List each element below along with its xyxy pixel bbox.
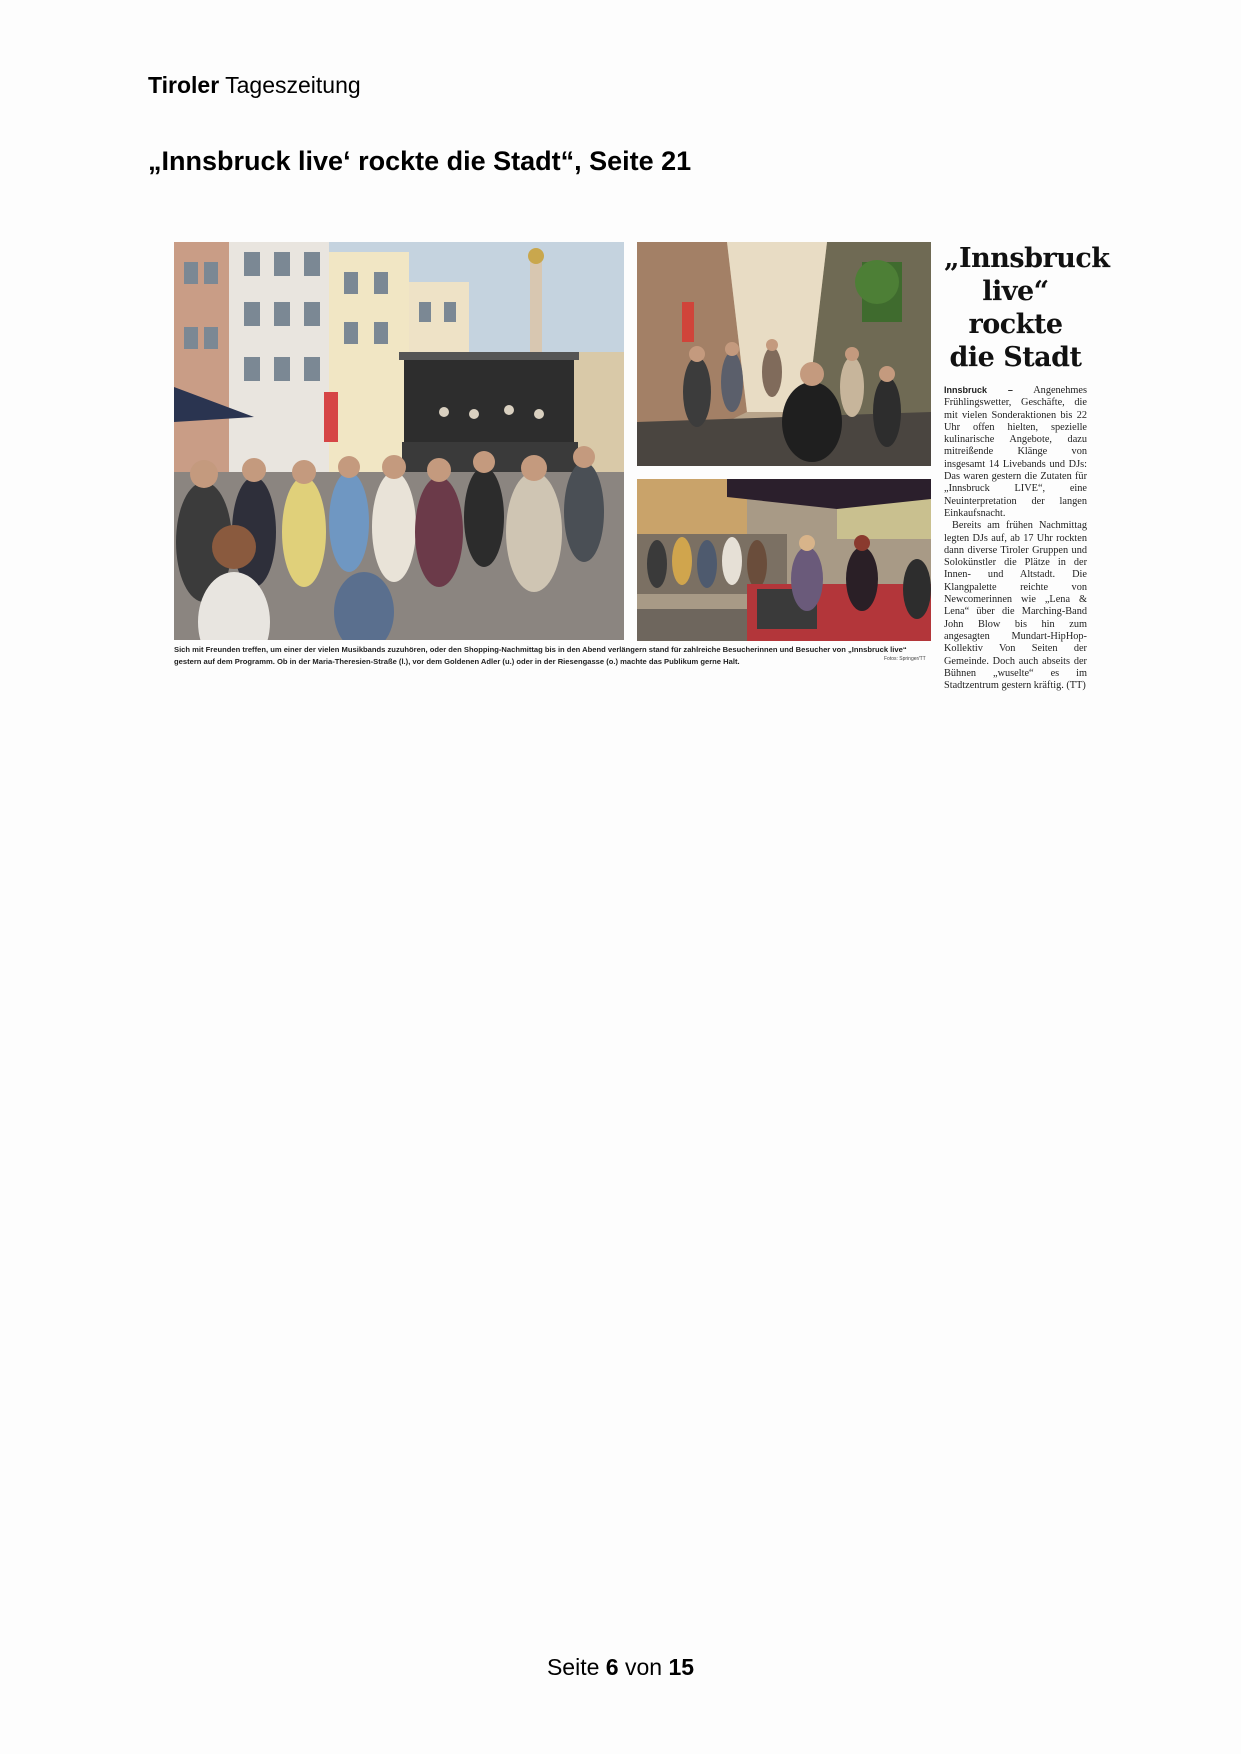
- page-number-prefix: Seite: [546, 1654, 600, 1680]
- article-paragraph: [944, 384, 1087, 520]
- page-number-current: 6: [605, 1654, 619, 1680]
- article-paragraph-2: Bereits am frühen Nachmittag legten DJs auf, ab 17 Uhr rockten dann diverse Tiroler Gruppen und Solokünstler die Plätze in der Innen- und Altstadt. Die Klangpalette reichte von Newcomerinnen wie „Lena & Lena“ über die Marching-Band John Blow bis hin zum angesagten Mundart-HipHop-Kollektiv Von Seiten der Gemeinde. Doch auch abseits der Bühnen „wuselte“ es im Stadtzentrum gestern kräftig. (TT): [944, 520, 1087, 692]
- photo-riesengasse: [637, 242, 931, 466]
- article-dateline: Innsbruck –: [944, 385, 1013, 395]
- photo-maria-theresien-strasse: [174, 242, 624, 640]
- article-headline: „Innsbruck live‘ rockte die Stadt“, Seite 21: [148, 146, 692, 176]
- page-number-total: 15: [668, 1654, 695, 1680]
- newspaper-clipping: [174, 242, 1110, 692]
- article-paragraph-1: Angenehmes Frühlingswetter, Geschäfte, die mit vielen Sonderaktionen bis 22 Uhr offen hielten, spezielle kulinarische Angebote, dazu mitreißende Klänge von insgesamt 14 Livebands und DJs: Das waren gestern die Zutaten für „Innsbruck LIVE“, eine Neuinterpretation der langen Einkaufsnacht.: [944, 385, 1087, 519]
- photo-goldenes-dachl-stage: [637, 479, 931, 641]
- publication-name: [148, 72, 361, 99]
- article-body: [944, 384, 1087, 692]
- publication-name-bold: Tiroler: [148, 72, 220, 98]
- article-column: [944, 242, 1110, 692]
- page-number: [0, 1654, 1241, 1681]
- publication-name-regular: Tageszeitung: [225, 72, 361, 98]
- page-number-middle: von: [624, 1654, 663, 1680]
- photo-credit: Fotos: Springer/TT: [884, 656, 926, 662]
- photo-caption: Sich mit Freunden treffen, um einer der vielen Musikbands zuzuhören, oder den Shopping-Nachmittag bis in den Abend verlängern stand für zahlreiche Besucherinnen und Besucher von „Innsbruck live“ gestern auf dem Programm. Ob in der Maria-Theresien-Straße (l.), vor dem Goldenen Adler (u.) oder in der Riesengasse (o.) machte das Publikum gerne Halt.: [174, 645, 907, 666]
- article-title: „Innsbruck live“ rockte die Stadt: [944, 243, 1110, 373]
